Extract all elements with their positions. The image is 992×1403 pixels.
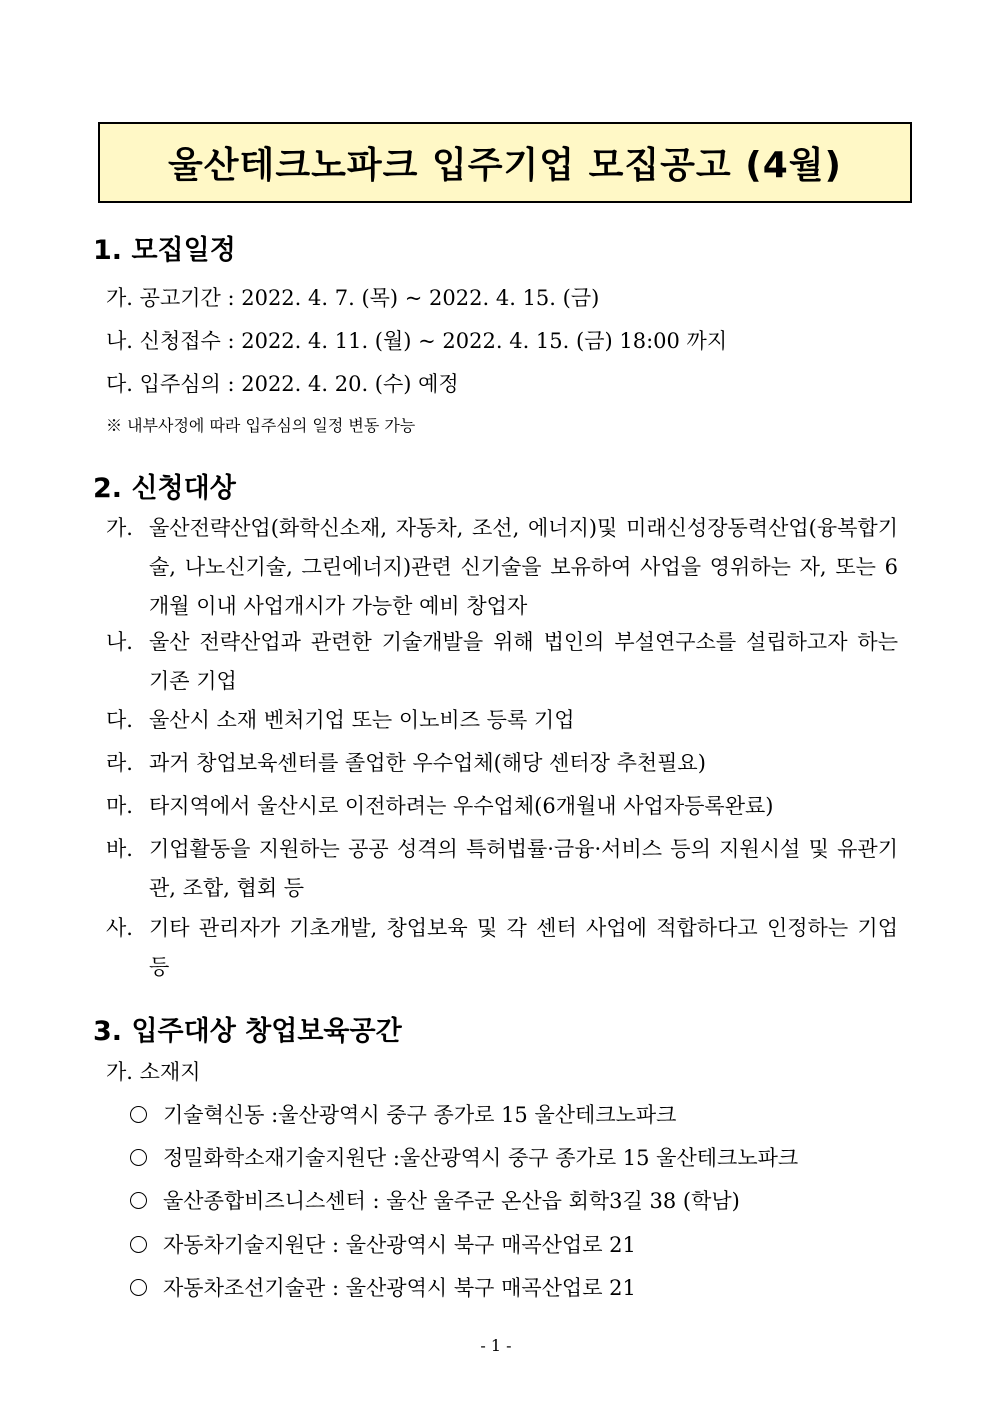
target-item: [106, 830, 898, 908]
location-item: [130, 1099, 676, 1129]
circle-bullet-icon: [130, 1106, 147, 1123]
target-item: [106, 509, 898, 626]
location-text: 울산종합비즈니스센터 : 울산 울주군 온산읍 회학3길 38 (학남): [163, 1189, 740, 1213]
item-label: 가.: [106, 516, 133, 540]
item-text: 울산전략산업(화학신소재, 자동차, 조선, 에너지)및 미래신성장동력산업(융복합기술, 나노신기술, 그린에너지)관련 신기술을 보유하여 사업을 영위하는 자, 또는 6개월 이내 사업개시가 가능한 예비 창업자: [149, 516, 898, 618]
item-label: 나.: [106, 630, 133, 654]
location-item: [130, 1185, 740, 1215]
item-text: 소재지: [139, 1060, 201, 1084]
location-item: [130, 1272, 636, 1302]
item-text: 입주심의 : 2022. 4. 20. (수) 예정: [139, 372, 459, 396]
item-label: 가.: [106, 286, 133, 310]
location-text: 자동차조선기술관 : 울산광역시 북구 매곡산업로 21: [163, 1276, 636, 1300]
item-text: 신청접수 : 2022. 4. 11. (월) ~ 2022. 4. 15. (금) 18:00 까지: [139, 329, 728, 353]
item-label: 나.: [106, 329, 133, 353]
item-label: 가.: [106, 1060, 133, 1084]
location-item: [130, 1229, 636, 1259]
circle-bullet-icon: [130, 1279, 147, 1296]
schedule-item: [106, 325, 727, 355]
schedule-item: [106, 282, 599, 312]
section-heading-space: 3. 입주대상 창업보육공간: [93, 1016, 402, 1047]
circle-bullet-icon: [130, 1236, 147, 1253]
schedule-note: ※ 내부사정에 따라 입주심의 일정 변동 가능: [106, 416, 416, 435]
location-text: 정밀화학소재기술지원단 :울산광역시 중구 종가로 15 울산테크노파크: [163, 1146, 799, 1170]
item-text: 울산 전략산업과 관련한 기술개발을 위해 법인의 부설연구소를 설립하고자 하는 기존 기업: [149, 630, 898, 693]
item-label: 사.: [106, 916, 133, 940]
circle-bullet-icon: [130, 1192, 147, 1209]
item-label: 바.: [106, 837, 133, 861]
item-label: 다.: [106, 372, 133, 396]
item-text: 기타 관리자가 기초개발, 창업보육 및 각 센터 사업에 적합하다고 인정하는 기업 등: [149, 916, 898, 979]
item-label: 다.: [106, 708, 133, 732]
circle-bullet-icon: [130, 1149, 147, 1166]
location-text: 기술혁신동 :울산광역시 중구 종가로 15 울산테크노파크: [163, 1103, 677, 1127]
item-label: 마.: [106, 794, 133, 818]
space-sub-item: [106, 1056, 201, 1086]
page-number: - 1 -: [480, 1336, 512, 1355]
item-text: 울산시 소재 벤처기업 또는 이노비즈 등록 기업: [149, 708, 575, 732]
target-item: [106, 909, 898, 987]
item-label: 라.: [106, 751, 133, 775]
item-text: 타지역에서 울산시로 이전하려는 우수업체(6개월내 사업자등록완료): [149, 794, 774, 818]
target-item: [106, 701, 898, 740]
section-heading-schedule: 1. 모집일정: [93, 235, 236, 266]
schedule-item: [106, 368, 459, 398]
location-item: [130, 1142, 798, 1172]
target-item: [106, 623, 898, 701]
item-text: 과거 창업보육센터를 졸업한 우수업체(해당 센터장 추천필요): [149, 751, 706, 775]
target-item: [106, 744, 898, 783]
target-item: [106, 787, 898, 826]
item-text: 기업활동을 지원하는 공공 성격의 특허법률·금융·서비스 등의 지원시설 및 유관기관, 조합, 협회 등: [149, 837, 898, 900]
item-text: 공고기간 : 2022. 4. 7. (목) ~ 2022. 4. 15. (금): [139, 286, 600, 310]
document-title: 울산테크노파크 입주기업 모집공고 (4월): [98, 122, 912, 203]
location-text: 자동차기술지원단 : 울산광역시 북구 매곡산업로 21: [163, 1233, 636, 1257]
section-heading-target: 2. 신청대상: [93, 473, 236, 504]
